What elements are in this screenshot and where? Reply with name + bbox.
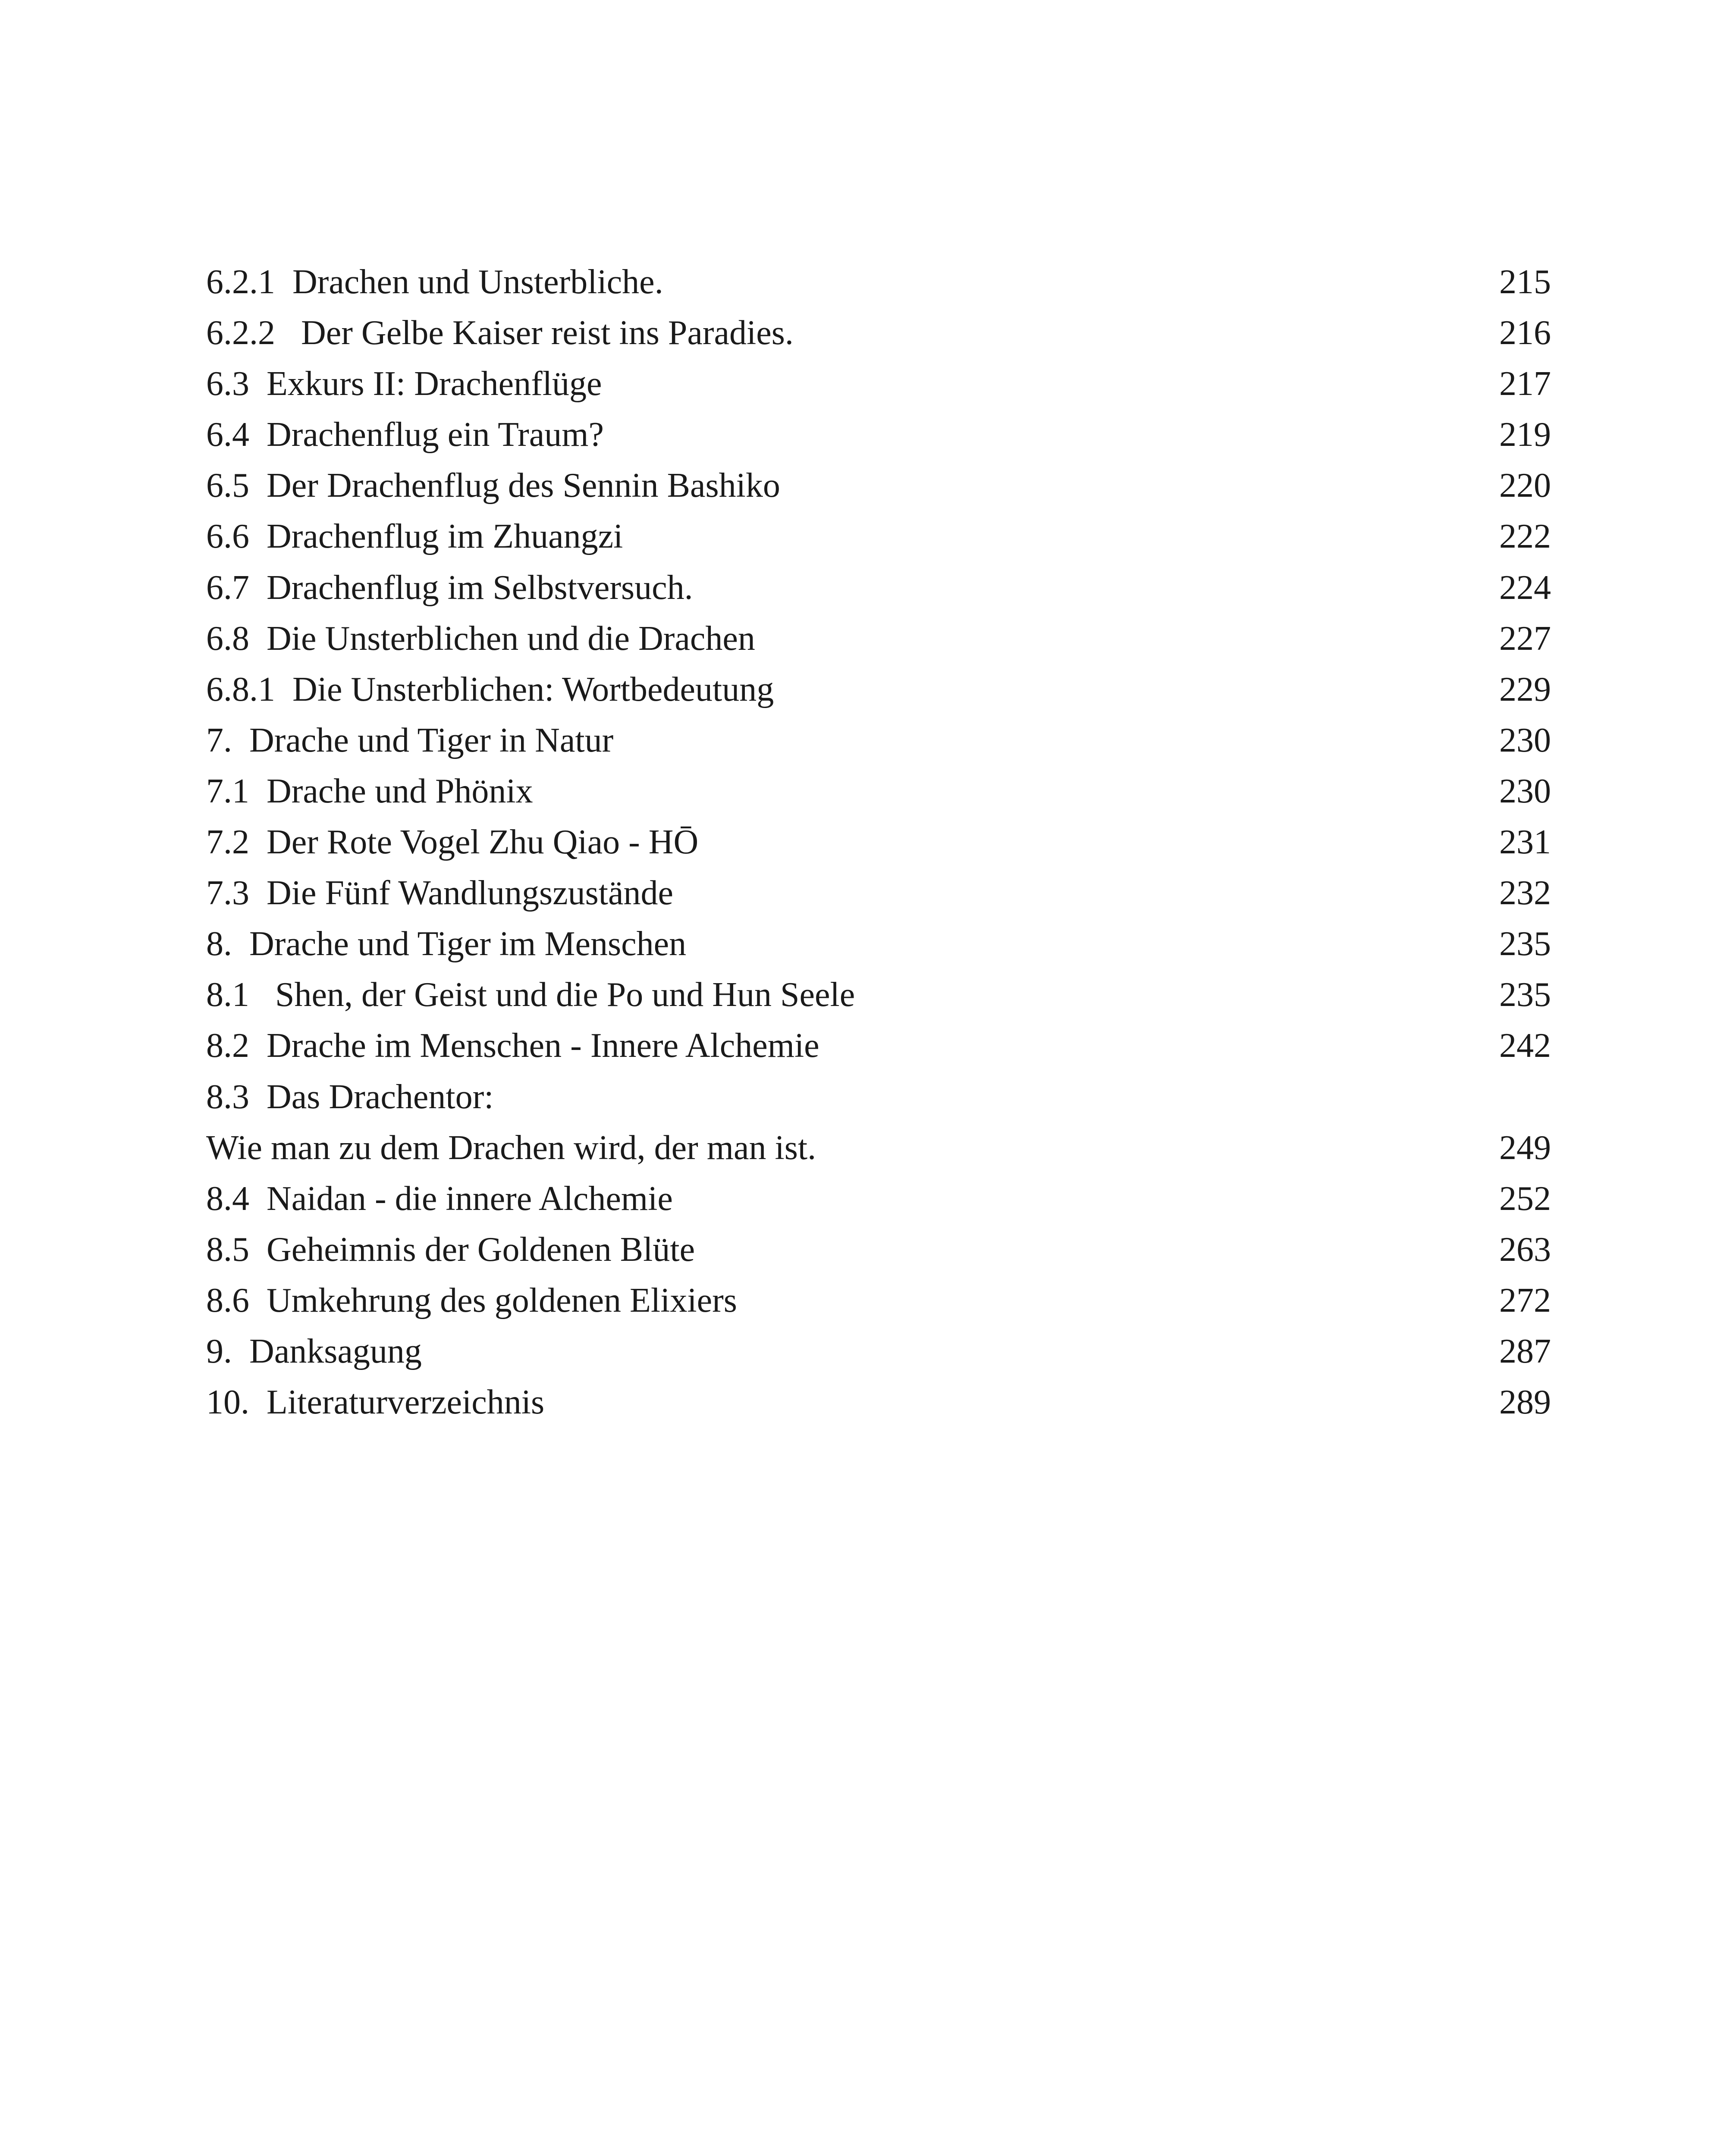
toc-entry-page-number: 235 [1499,976,1551,1014]
toc-entry-title: 7.2 Der Rote Vogel Zhu Qiao - HŌ [206,823,699,862]
toc-entry [206,1173,1551,1224]
toc-entry [206,307,1551,358]
toc-entry-title: 8. Drache und Tiger im Menschen [206,925,687,963]
toc-entry-page-number: 227 [1499,619,1551,658]
toc-entry-title: 7. Drache und Tiger in Natur [206,721,614,759]
toc-entry-title: Wie man zu dem Drachen wird, der man ist. [206,1128,816,1167]
toc-entry-title: 9. Danksagung [206,1332,422,1370]
toc-entry-title: 6.2.2 Der Gelbe Kaiser reist ins Paradies. [206,314,794,352]
toc-entry-page-number: 216 [1499,314,1551,352]
toc-entry-title: 7.1 Drache und Phönix [206,772,533,810]
toc-entry-page-number: 252 [1499,1179,1551,1218]
toc-entry-page-number: 215 [1499,263,1551,301]
toc-entry-title: 10. Literaturverzeichnis [206,1383,545,1422]
toc-entry-page-number: 289 [1499,1383,1551,1422]
toc-entry-page-number: 263 [1499,1230,1551,1269]
toc-entry [206,257,1551,307]
toc-entry [206,1326,1551,1377]
toc-entry-page-number: 232 [1499,874,1551,912]
toc-entry [206,562,1551,613]
toc-entry-page-number: 235 [1499,925,1551,963]
toc-entry-title: 6.8.1 Die Unsterblichen: Wortbedeutung [206,670,774,708]
toc-entry-page-number: 222 [1499,517,1551,556]
toc-entry-page-number: 231 [1499,823,1551,862]
toc-entry-page-number: 272 [1499,1281,1551,1319]
toc-entry-title: 8.1 Shen, der Geist und die Po und Hun Seele [206,976,855,1014]
toc-entry-title: 6.6 Drachenflug im Zhuangzi [206,517,623,556]
toc-entry-page-number: 242 [1499,1027,1551,1065]
toc-entry [206,1020,1551,1071]
toc-entry [206,409,1551,460]
toc-entry [206,1377,1551,1428]
toc-entry [206,868,1551,918]
toc-entry-title: 6.3 Exkurs II: Drachenflüge [206,365,602,403]
toc-entry [206,817,1551,868]
toc-entry-title: 6.7 Drachenflug im Selbstversuch. [206,568,693,607]
toc-entry [206,1072,1551,1122]
toc-entry-page-number: 287 [1499,1332,1551,1370]
toc-entry-page-number: 229 [1499,670,1551,708]
toc-entry-title: 8.5 Geheimnis der Goldenen Blüte [206,1230,695,1269]
toc-entry-title: 8.4 Naidan - die innere Alchemie [206,1179,673,1218]
toc-entry-page-number: 230 [1499,772,1551,810]
toc-entry-page-number: 219 [1499,416,1551,454]
toc-entry [206,766,1551,817]
toc-entry-title: 6.2.1 Drachen und Unsterbliche. [206,263,663,301]
toc-entry-title: 6.8 Die Unsterblichen und die Drachen [206,619,755,658]
toc-entry [206,918,1551,969]
toc-entry-page-number: 249 [1499,1128,1551,1167]
toc-entry-page-number: 220 [1499,467,1551,505]
toc-entry-page-number: 217 [1499,365,1551,403]
toc-entry [206,1122,1551,1173]
toc-entry [206,1275,1551,1326]
table-of-contents [206,257,1551,1428]
toc-entry-title: 6.5 Der Drachenflug des Sennin Bashiko [206,467,780,505]
toc-entry [206,511,1551,562]
toc-entry-page-number: 230 [1499,721,1551,759]
toc-entry [206,613,1551,664]
toc-entry [206,358,1551,409]
toc-entry-title: 8.3 Das Drachentor: [206,1078,494,1116]
toc-entry-title: 8.2 Drache im Menschen - Innere Alchemie [206,1027,819,1065]
toc-entry-title: 7.3 Die Fünf Wandlungszustände [206,874,674,912]
toc-entry [206,715,1551,766]
toc-entry [206,664,1551,715]
toc-entry [206,460,1551,511]
toc-entry [206,969,1551,1020]
toc-entry-page-number: 224 [1499,568,1551,607]
toc-entry [206,1224,1551,1275]
toc-entry-title: 8.6 Umkehrung des goldenen Elixiers [206,1281,737,1319]
toc-entry-title: 6.4 Drachenflug ein Traum? [206,416,604,454]
